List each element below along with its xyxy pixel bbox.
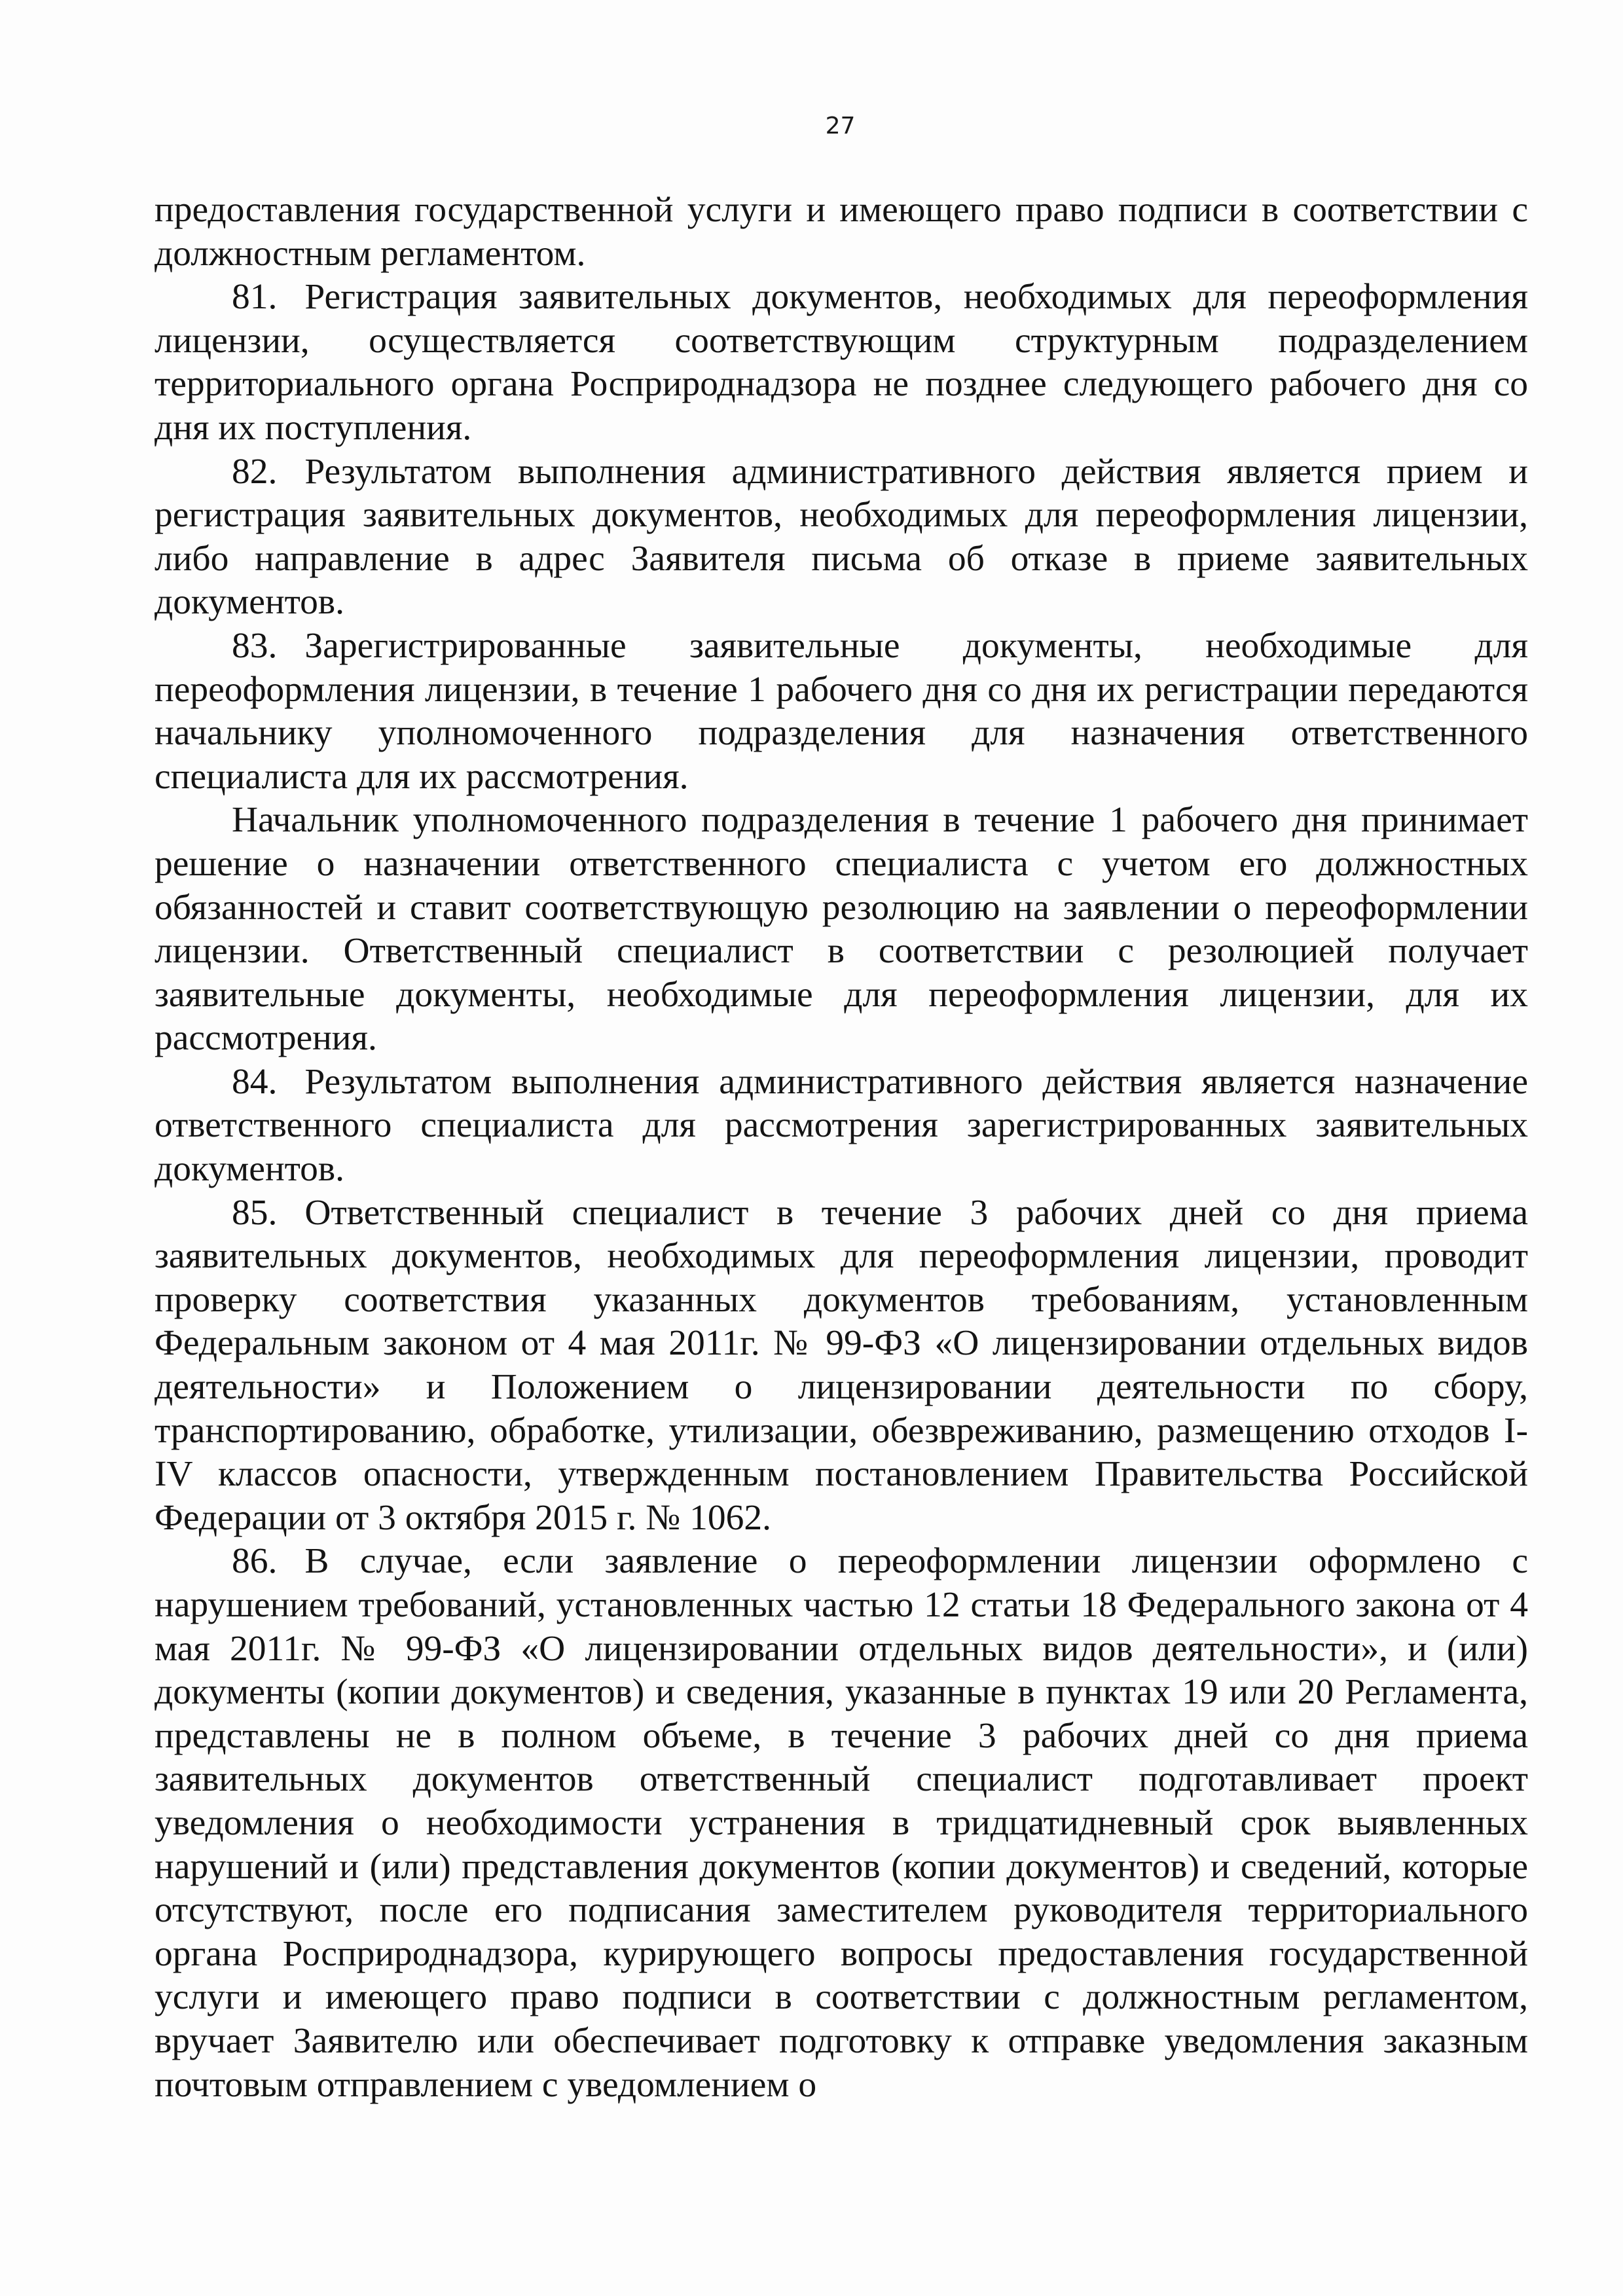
paragraph-text: Начальник уполномоченного подразделения в течение 1 рабочего дня принимает решение о назначении ответственного специалиста с учетом его должностных обязанностей и ставит соответствующую резолюцию на заявлении о переоформлении лицензии. Ответственный специалист в соответствии с резолюцией получает заявительные документы, необходимые для переоформления лицензии, для их рассмотрения. <box>155 800 1528 1059</box>
paragraph-number: 86. <box>232 1541 278 1582</box>
paragraph-text: В случае, если заявление о переоформлении лицензии оформлено с нарушением требований, установленных частью 12 статьи 18 Федерального закона от 4 мая 2011г. № 99-ФЗ «О лицензировании отдельных видов деятельности», и (или) документы (копии документов) и сведения, указанные в пунктах 19 или 20 Регламента, представлены не в полном объеме, в течение 3 рабочих дней со дня приема заявительных документов ответственный специалист подготавливает проект уведомления о необходимости устранения в тридцатидневный срок выявленных нарушений и (или) представления документов (копии документов) и сведений, которые отсутствуют, после его подписания заместителем руководителя территориального органа Росприроднадзора, курирующего вопросы предоставления государственной услуги и имеющего право подписи в соответствии с должностным регламентом, вручает Заявителю или обеспечивает подготовку к отправке уведомления заказным почтовым отправлением с уведомлением о <box>155 1541 1528 2105</box>
paragraph-83-second <box>155 799 1528 1061</box>
paragraph-text: Результатом выполнения административного действия является назначение ответственного специалиста для рассмотрения зарегистрированных заявительных документов. <box>155 1061 1528 1190</box>
paragraph-text: Ответственный специалист в течение 3 рабочих дней со дня приема заявительных документов, необходимых для переоформления лицензии, проводит проверку соответствия указанных документов требованиям, установленным Федеральным законом от 4 мая 2011г. № 99-ФЗ «О лицензировании отдельных видов деятельности» и Положением о лицензировании деятельности по сбору, транспортированию, обработке, утилизации, обезвреживанию, размещению отходов I-IV классов опасности, утвержденным постановлением Правительства Российской Федерации от 3 октября 2015 г. № 1062. <box>155 1192 1528 1538</box>
paragraph-number: 85. <box>232 1192 278 1233</box>
paragraph-84 <box>155 1061 1528 1192</box>
paragraph-86 <box>155 1540 1528 2107</box>
paragraph-text: предоставления государственной услуги и имеющего право подписи в соответствии с должностным регламентом. <box>155 190 1528 274</box>
paragraph-number: 81. <box>232 277 278 318</box>
page-number: 27 <box>825 113 856 139</box>
paragraph-text: Регистрация заявительных документов, необходимых для переоформления лицензии, осуществляется соответствующим структурным подразделением территориального органа Росприроднадзора не позднее следующего рабочего дня со дня их поступления. <box>155 277 1528 448</box>
document-body <box>155 189 1528 2107</box>
paragraph-text: Зарегистрированные заявительные документы, необходимые для переоформления лицензии, в течение 1 рабочего дня со дня их регистрации передаются начальнику уполномоченного подразделения для назначения ответственного специалиста для их рассмотрения. <box>155 625 1528 797</box>
paragraph-number: 84. <box>232 1061 278 1102</box>
paragraph-85 <box>155 1192 1528 1540</box>
paragraph-81 <box>155 276 1528 450</box>
paragraph-number: 83. <box>232 625 278 666</box>
paragraph-83 <box>155 625 1528 799</box>
paragraph-82 <box>155 450 1528 625</box>
paragraph-text: Результатом выполнения административного действия является прием и регистрация заявительных документов, необходимых для переоформления лицензии, либо направление в адрес Заявителя письма об отказе в приеме заявительных документов. <box>155 451 1528 623</box>
paragraph-number: 82. <box>232 451 278 492</box>
paragraph-continuation <box>155 189 1528 276</box>
